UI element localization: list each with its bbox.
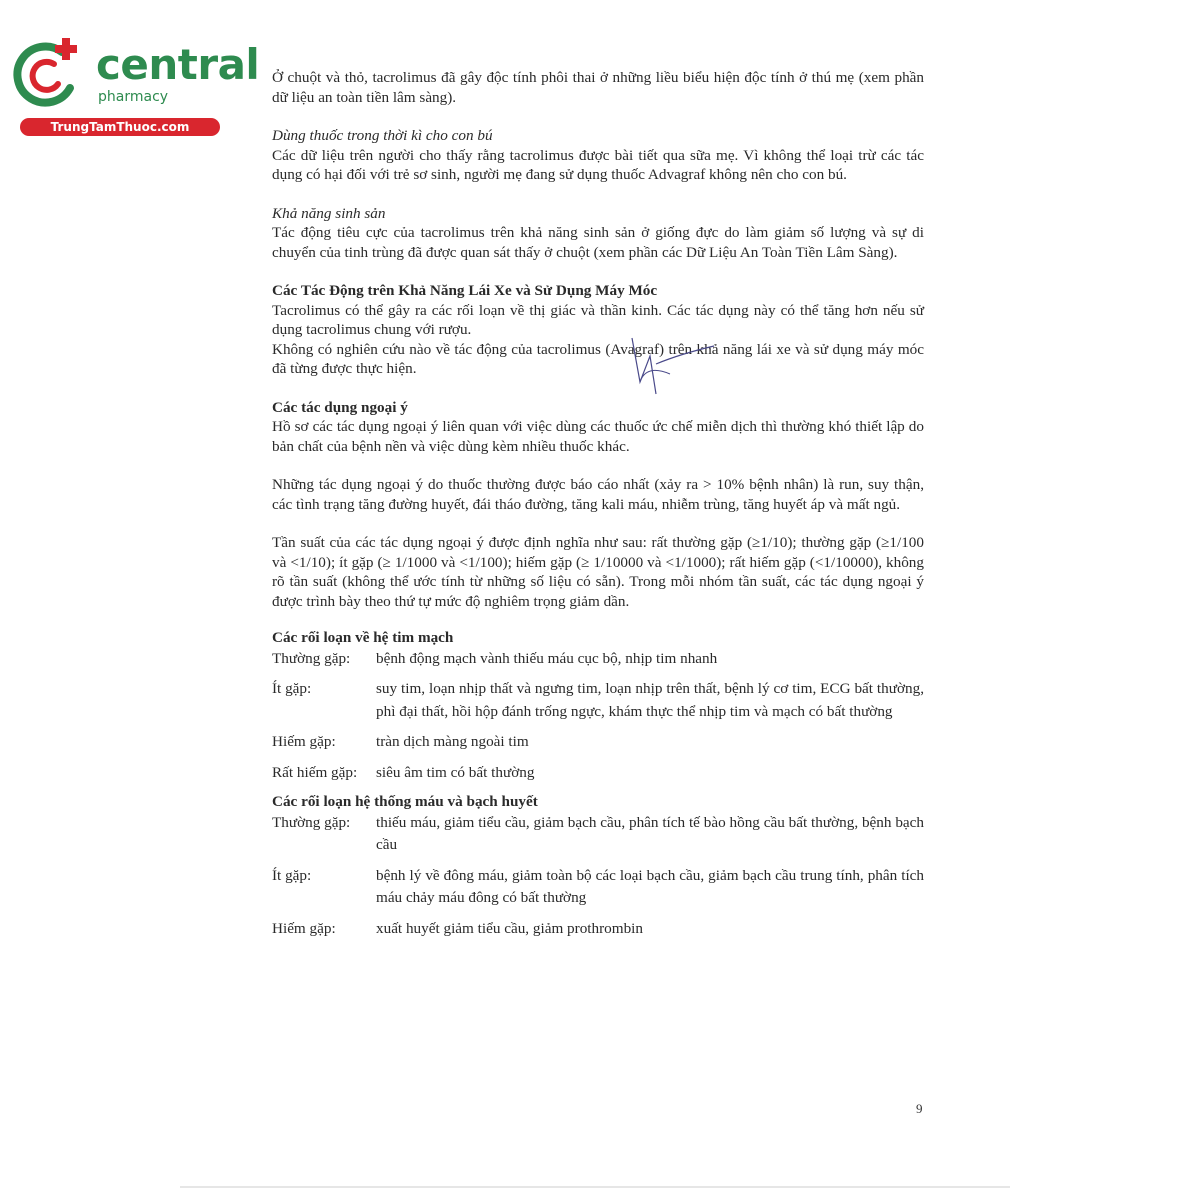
frequency-label: Ít gặp: [272, 680, 312, 697]
blood-frequency-list [272, 812, 924, 941]
paragraph-breastfeeding: Các dữ liệu trên người cho thấy rằng tacrolimus được bài tiết qua sữa mẹ. Vì không thể loại trừ các tác dụng có hại đối với trẻ sơ sinh, người mẹ đang sử dụng thuốc Advagraf không nên cho con bú. [272, 146, 924, 183]
heading-breastfeeding: Dùng thuốc trong thời kì cho con bú [272, 127, 493, 144]
frequency-row [272, 731, 924, 754]
paragraph-driving-1: Tacrolimus có thể gây ra các rối loạn về thị giác và thần kinh. Các tác dụng này có thể tăng hơn nếu sử dụng tacrolimus chung với rượu. [272, 301, 924, 338]
frequency-label: Thường gặp: [272, 813, 351, 831]
pharmacy-logo-icon [10, 36, 86, 112]
frequency-row [272, 918, 924, 941]
frequency-label: Thường gặp: [272, 649, 351, 667]
signature-mark [610, 334, 720, 398]
logo-url-badge: TrungTamThuoc.com [20, 118, 220, 136]
heading-fertility: Khả năng sinh sản [272, 204, 386, 222]
frequency-row [272, 865, 924, 910]
frequency-label: Hiếm gặp: [272, 733, 336, 750]
central-pharmacy-logo [10, 36, 260, 136]
heading-driving: Các Tác Động trên Khả Năng Lái Xe và Sử Dụng Máy Móc [272, 282, 658, 299]
frequency-text: xuất huyết giảm tiểu cầu, giảm prothrombin [376, 919, 643, 937]
paragraph-adverse-3: Tần suất của các tác dụng ngoại ý được định nghĩa như sau: rất thường gặp (≥1/10); thường gặp (≥1/100 và <1/10); ít gặp (≥ 1/1000 và <1/100); hiếm gặp (≥ 1/10000 và <1/1000); rất hiếm gặp (<1/10000), không rõ tần suất (không thể ước tính từ những số liệu có sẵn). Trong mỗi nhóm tần suất, các tác dụng ngoại ý được trình bày theo thứ tự mức độ nghiêm trọng giảm dần. [272, 534, 924, 610]
paragraph-adverse-2: Những tác dụng ngoại ý do thuốc thường được báo cáo nhất (xảy ra > 10% bệnh nhân) là run, suy thận, các tình trạng tăng đường huyết, đái tháo đường, tăng kali máu, nhiễm trùng, tăng huyết áp và mất ngủ. [272, 476, 924, 513]
frequency-label: Hiếm gặp: [272, 919, 336, 937]
frequency-text: siêu âm tim có bất thường [376, 763, 535, 781]
frequency-text: bệnh lý về đông máu, giảm toàn bộ các loại bạch cầu, giảm bạch cầu trung tính, phân tích máu chảy máu đông có bất thường [376, 866, 924, 906]
logo-name: central [96, 40, 260, 89]
paragraph-intro: Ở chuột và thỏ, tacrolimus đã gây độc tính phôi thai ở những liều biểu hiện độc tính ở thú mẹ (xem phần dữ liệu an toàn tiền lâm sàng). [272, 69, 924, 106]
bottom-scan-line [180, 1186, 1010, 1188]
frequency-text: bệnh động mạch vành thiếu máu cục bộ, nhịp tim nhanh [376, 649, 718, 667]
heading-cardiac-disorders: Các rối loạn về hệ tim mạch [272, 629, 454, 646]
heading-blood-disorders: Các rối loạn hệ thống máu và bạch huyết [272, 793, 538, 810]
paragraph-driving-2: Không có nghiên cứu nào về tác động của tacrolimus (Avagraf) trên khả năng lái xe và sử dụng máy móc đã từng được thực hiện. [272, 340, 924, 377]
frequency-label: Ít gặp: [272, 866, 312, 884]
page-number: 9 [916, 1101, 923, 1116]
logo-subtitle: pharmacy [98, 89, 169, 105]
frequency-row [272, 648, 924, 671]
frequency-label: Rất hiếm gặp: [272, 763, 358, 781]
frequency-row [272, 678, 924, 723]
frequency-row [272, 762, 924, 785]
frequency-row [272, 812, 924, 857]
frequency-text: tràn dịch màng ngoài tim [376, 733, 529, 750]
frequency-text: suy tim, loạn nhịp thất và ngưng tim, loạn nhịp trên thất, bệnh lý cơ tim, ECG bất thường, phì đại thất, hồi hộp đánh trống ngực, khám thực thể nhịp tim và mạch có bất thường [376, 680, 924, 720]
paragraph-fertility: Tác động tiêu cực của tacrolimus trên khả năng sinh sản ở giống đực do làm giảm số lượng và sự di chuyển của tinh trùng đã được quan sát thấy ở chuột (xem phần các Dữ Liệu An Toàn Tiền Lâm Sàng). [272, 224, 924, 261]
paragraph-adverse-1: Hồ sơ các tác dụng ngoại ý liên quan với việc dùng các thuốc ức chế miễn dịch thì thường khó thiết lập do bản chất của bệnh nền và việc dùng kèm nhiều thuốc khác. [272, 418, 924, 455]
heading-adverse-effects: Các tác dụng ngoại ý [272, 398, 408, 416]
frequency-text: thiếu máu, giảm tiểu cầu, giảm bạch cầu, phân tích tế bào hồng cầu bất thường, bệnh bạch cầu [376, 813, 924, 853]
document-page [272, 68, 924, 948]
cardiac-frequency-list [272, 648, 924, 785]
